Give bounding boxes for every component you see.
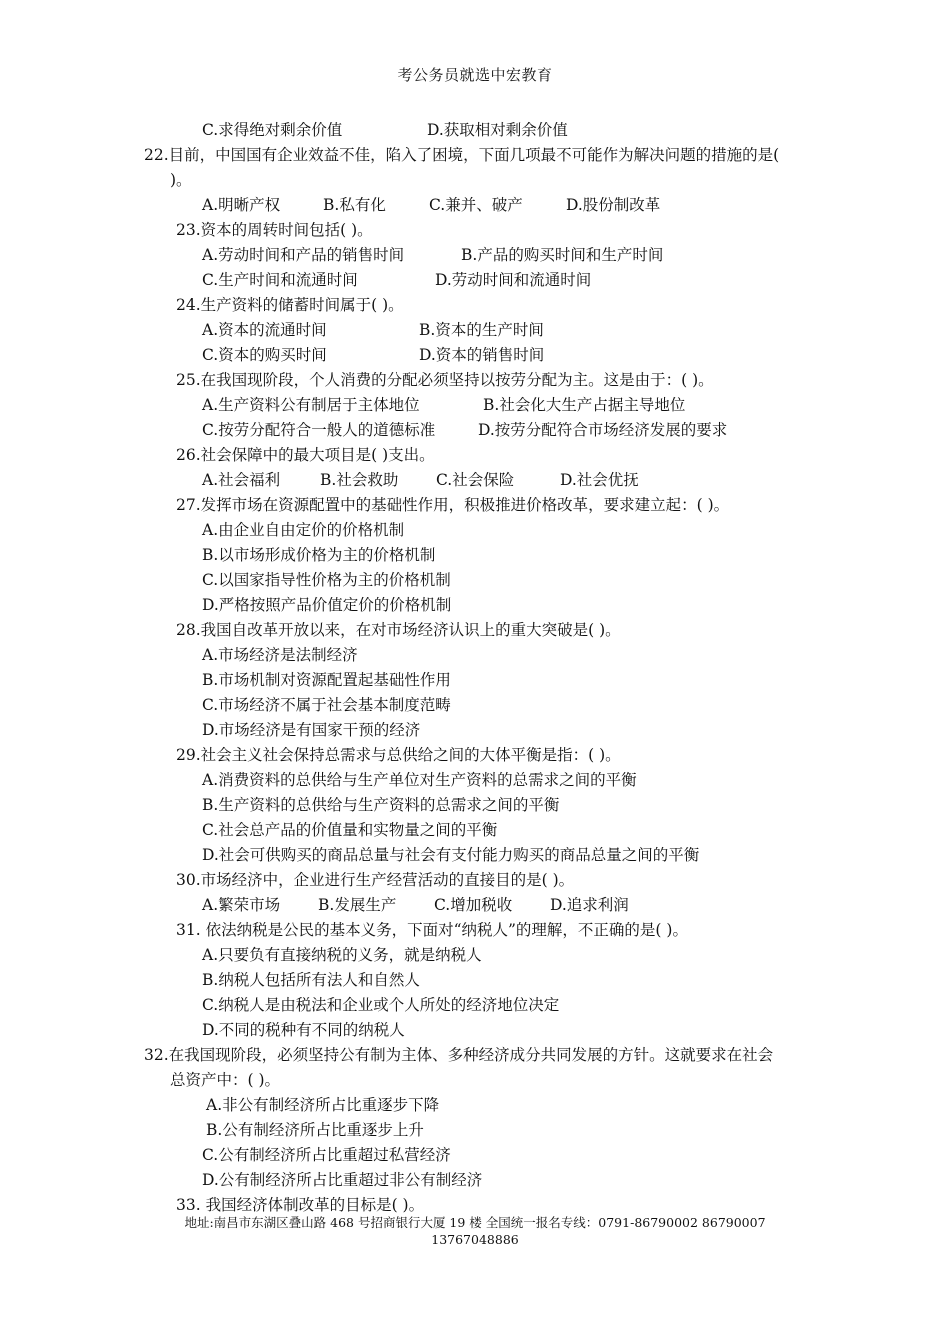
text-line [144, 1045, 773, 1065]
text-line [176, 920, 688, 940]
answer-option: C.按劳分配符合一般人的道德标准 [202, 421, 436, 439]
answer-option: D.获取相对剩余价值 [427, 121, 568, 139]
text-line [176, 370, 714, 390]
answer-option: C.求得绝对剩余价值 [202, 121, 343, 139]
text-line [202, 570, 451, 590]
answer-option: B.私有化 [323, 196, 386, 214]
line-text: D.社会可供购买的商品总量与社会有支付能力购买的商品总量之间的平衡 [202, 846, 700, 864]
line-text: 29.社会主义社会保持总需求与总供给之间的大体平衡是指：( )。 [176, 746, 621, 764]
line-text: C.公有制经济所占比重超过私营经济 [202, 1146, 451, 1164]
answer-option: A.生产资料公有制居于主体地位 [202, 396, 420, 414]
line-text: D.不同的税种有不同的纳税人 [202, 1021, 405, 1039]
page-header: 考公务员就选中宏教育 [397, 66, 553, 84]
line-text: A.只要负有直接纳税的义务，就是纳税人 [202, 946, 482, 964]
text-line [202, 645, 358, 665]
text-line [202, 695, 451, 715]
text-line [202, 270, 591, 290]
answer-option: D.资本的销售时间 [419, 346, 545, 364]
text-line [202, 120, 568, 140]
answer-option: D.劳动时间和流通时间 [435, 271, 592, 289]
text-line [202, 670, 451, 690]
answer-option: A.繁荣市场 [202, 896, 281, 914]
line-text: D.市场经济是有国家干预的经济 [202, 721, 421, 739]
line-text: 33. 我国经济体制改革的目标是( )。 [176, 1196, 425, 1214]
text-line [170, 170, 192, 190]
text-line [176, 745, 621, 765]
answer-option: B.发展生产 [318, 896, 397, 914]
line-text: B.公有制经济所占比重逐步上升 [206, 1121, 424, 1139]
answer-option: C.社会保险 [436, 471, 515, 489]
line-text: 23.资本的周转时间包括( )。 [176, 221, 373, 239]
answer-option: D.按劳分配符合市场经济发展的要求 [478, 421, 728, 439]
line-text: 28.我国自改革开放以来，在对市场经济认识上的重大突破是( )。 [176, 621, 621, 639]
line-text: D.公有制经济所占比重超过非公有制经济 [202, 1171, 483, 1189]
text-line [202, 1170, 482, 1190]
text-line [202, 895, 629, 915]
answer-option: D.追求利润 [550, 896, 629, 914]
text-line [202, 395, 685, 415]
text-line [176, 445, 435, 465]
line-text: C.纳税人是由税法和企业或个人所处的经济地位决定 [202, 996, 560, 1014]
text-line [202, 795, 559, 815]
text-line [202, 545, 435, 565]
text-line [202, 420, 727, 440]
line-text: 27.发挥市场在资源配置中的基础性作用，积极推进价格改革，要求建立起：( )。 [176, 496, 730, 514]
text-line [202, 595, 451, 615]
answer-option: A.资本的流通时间 [202, 321, 327, 339]
text-line [176, 870, 574, 890]
line-text: C.社会总产品的价值量和实物量之间的平衡 [202, 821, 498, 839]
answer-option: D.社会优抚 [560, 471, 639, 489]
text-line [202, 520, 404, 540]
answer-option: B.资本的生产时间 [419, 321, 544, 339]
line-text: A.消费资料的总供给与生产单位对生产资料的总需求之间的平衡 [202, 771, 637, 789]
text-line [202, 320, 544, 340]
answer-option: A.劳动时间和产品的销售时间 [202, 246, 405, 264]
line-text: C.以国家指导性价格为主的价格机制 [202, 571, 451, 589]
line-text: A.市场经济是法制经济 [202, 646, 358, 664]
answer-option: C.兼并、破产 [429, 196, 523, 214]
line-text: D.严格按照产品价值定价的价格机制 [202, 596, 452, 614]
text-line [202, 720, 420, 740]
text-line [202, 845, 699, 865]
answer-option: B.产品的购买时间和生产时间 [461, 246, 664, 264]
page-footer [0, 1214, 950, 1248]
text-line [202, 945, 482, 965]
answer-option: C.资本的购买时间 [202, 346, 327, 364]
line-text: C.市场经济不属于社会基本制度范畴 [202, 696, 451, 714]
answer-option: B.社会救助 [320, 471, 399, 489]
line-text: B.生产资料的总供给与生产资料的总需求之间的平衡 [202, 796, 560, 814]
line-text: 26.社会保障中的最大项目是( )支出。 [176, 446, 435, 464]
footer-phone: 13767048886 [431, 1232, 519, 1247]
line-text: A.由企业自由定价的价格机制 [202, 521, 405, 539]
text-line [144, 145, 779, 165]
text-line [202, 245, 663, 265]
line-text: 25.在我国现阶段，个人消费的分配必须坚持以按劳分配为主。这是由于：( )。 [176, 371, 714, 389]
line-text: A.非公有制经济所占比重逐步下降 [206, 1096, 440, 1114]
text-line [202, 1145, 451, 1165]
line-text: B.市场机制对资源配置起基础性作用 [202, 671, 451, 689]
text-line [202, 770, 637, 790]
text-line [176, 495, 729, 515]
text-line [202, 820, 497, 840]
text-line [176, 220, 373, 240]
line-text: 32.在我国现阶段，必须坚持公有制为主体、多种经济成分共同发展的方针。这就要求在社会 [144, 1046, 774, 1064]
text-line [206, 1095, 439, 1115]
answer-option: D.股份制改革 [566, 196, 661, 214]
text-line [202, 470, 639, 490]
text-line [176, 295, 404, 315]
text-line [176, 620, 621, 640]
line-text: 总资产中：( )。 [170, 1071, 281, 1089]
answer-option: A.明晰产权 [202, 196, 281, 214]
line-text: 30.市场经济中，企业进行生产经营活动的直接目的是( )。 [176, 871, 575, 889]
text-line [202, 345, 544, 365]
line-text: 24.生产资料的储蓄时间属于( )。 [176, 296, 404, 314]
text-line [202, 1020, 405, 1040]
line-text: B.以市场形成价格为主的价格机制 [202, 546, 436, 564]
answer-option: B.社会化大生产占据主导地位 [483, 396, 686, 414]
answer-option: C.生产时间和流通时间 [202, 271, 358, 289]
text-line [202, 970, 420, 990]
footer-address: 地址:南昌市东湖区叠山路 468 号招商银行大厦 19 楼 全国统一报名专线：0791-86790002 86790007 [184, 1215, 766, 1230]
answer-option: C.增加税收 [434, 896, 513, 914]
line-text: B.纳税人包括所有法人和自然人 [202, 971, 420, 989]
text-line [176, 1195, 424, 1215]
text-line [206, 1120, 424, 1140]
answer-option: A.社会福利 [202, 471, 281, 489]
text-line [202, 995, 559, 1015]
line-text: 22.目前，中国国有企业效益不佳，陷入了困境，下面几项最不可能作为解决问题的措施的是( [144, 146, 780, 164]
text-line [202, 195, 660, 215]
line-text: )。 [170, 171, 192, 189]
line-text: 31. 依法纳税是公民的基本义务，下面对“纳税人”的理解，不正确的是( )。 [176, 921, 688, 939]
text-line [170, 1070, 280, 1090]
